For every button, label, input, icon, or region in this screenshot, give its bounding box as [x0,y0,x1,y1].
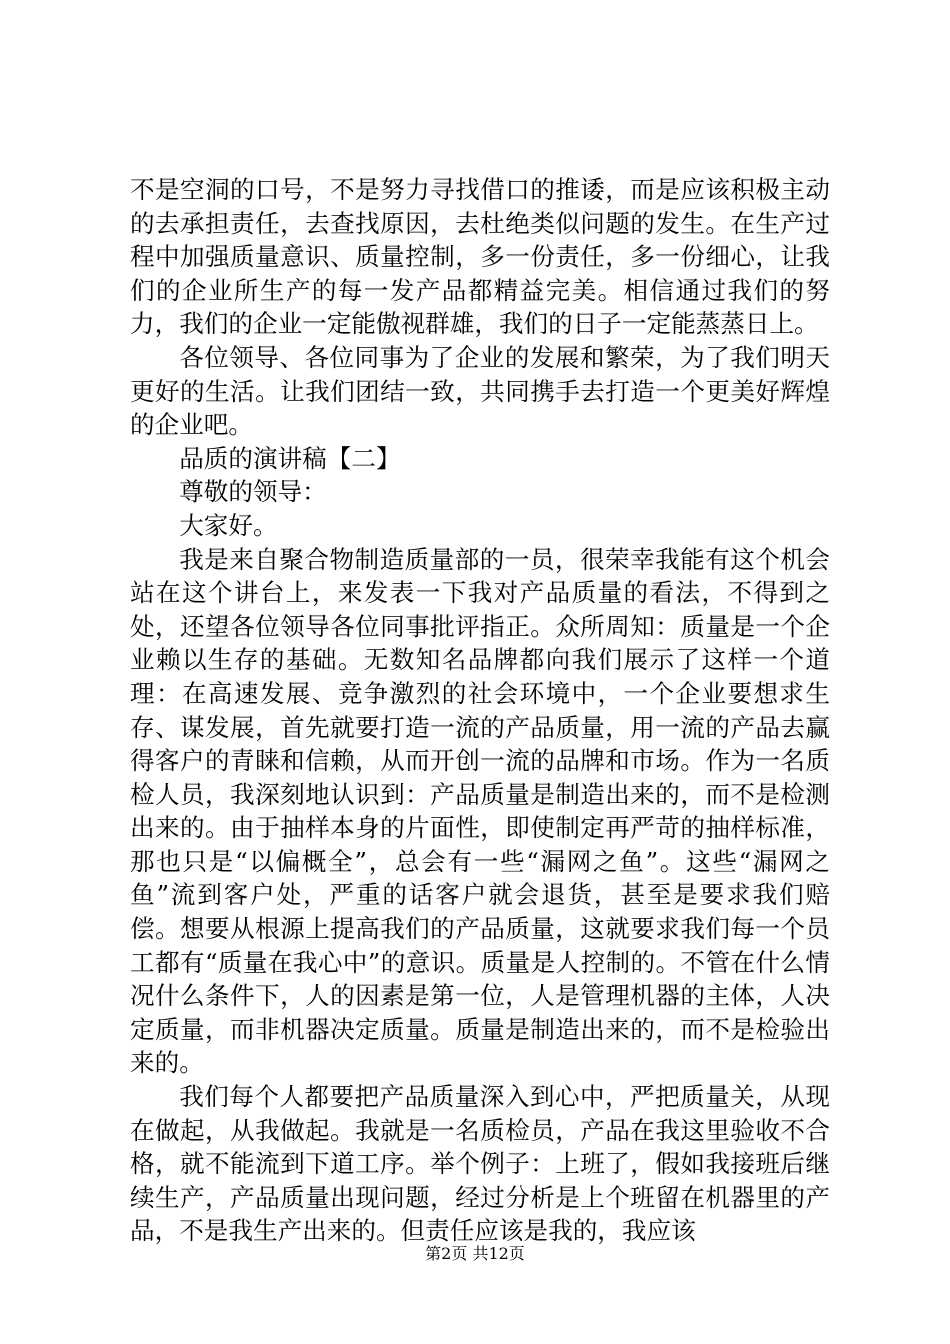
paragraph-2: 各位领导、各位同事为了企业的发展和繁荣，为了我们明天更好的生活。让我们团结一致，共同携手去打造一个更美好辉煌的企业吧。 [130,342,830,440]
greeting: 大家好。 [179,510,278,540]
body-text [130,173,830,1248]
paragraph-1: 不是空洞的口号，不是努力寻找借口的推诿，而是应该积极主动的去承担责任，去查找原因，去杜绝类似问题的发生。在生产过程中加强质量意识、质量控制，多一份责任，多一份细心，让我们的企业所生产的每一发产品都精益完美。相信通过我们的努力，我们的企业一定能傲视群雄，我们的日子一定能蒸蒸日上。 [130,175,830,339]
page-footer: 第2页 共12页 [425,1244,525,1263]
salutation: 尊敬的领导： [179,477,327,507]
paragraph-6: 我是来自聚合物制造质量部的一员，很荣幸我能有这个机会站在这个讲台上，来发表一下我对产品质量的看法，不得到之处，还望各位领导各位同事批评指正。众所周知：质量是一个企业赖以生存的基础。无数知名品牌都向我们展示了这样一个道理：在高速发展、竞争激烈的社会环境中，一个企业要想求生存、谋发展，首先就要打造一流的产品质量，用一流的产品去赢得客户的青睐和信赖，从而开创一流的品牌和市场。作为一名质检人员，我深刻地认识到：产品质量是制造出来的，而不是检测出来的。由于抽样本身的片面性，即使制定再严苛的抽样标准，那也只是“以偏概全”，总会有一些“漏网之鱼”。这些“漏网之鱼”流到客户处，严重的话客户就会退货，甚至是要求我们赔偿。想要从根源上提高我们的产品质量，这就要求我们每一个员工都有“质量在我心中”的意识。质量是人控制的。不管在什么情况什么条件下，人的因素是第一位，人是管理机器的主体，人决定质量，而非机器决定质量。质量是制造出来的，而不是检验出来的。 [130,544,830,1078]
section-heading: 品质的演讲稿【二】 [179,443,401,473]
paragraph-7: 我们每个人都要把产品质量深入到心中，严把质量关，从现在做起，从我做起。我就是一名质检员，产品在我这里验收不合格，就不能流到下道工序。举个例子：上班了，假如我接班后继续生产，产品质量出现问题，经过分析是上个班留在机器里的产品，不是我生产出来的。但责任应该是我的，我应该 [130,1082,830,1246]
